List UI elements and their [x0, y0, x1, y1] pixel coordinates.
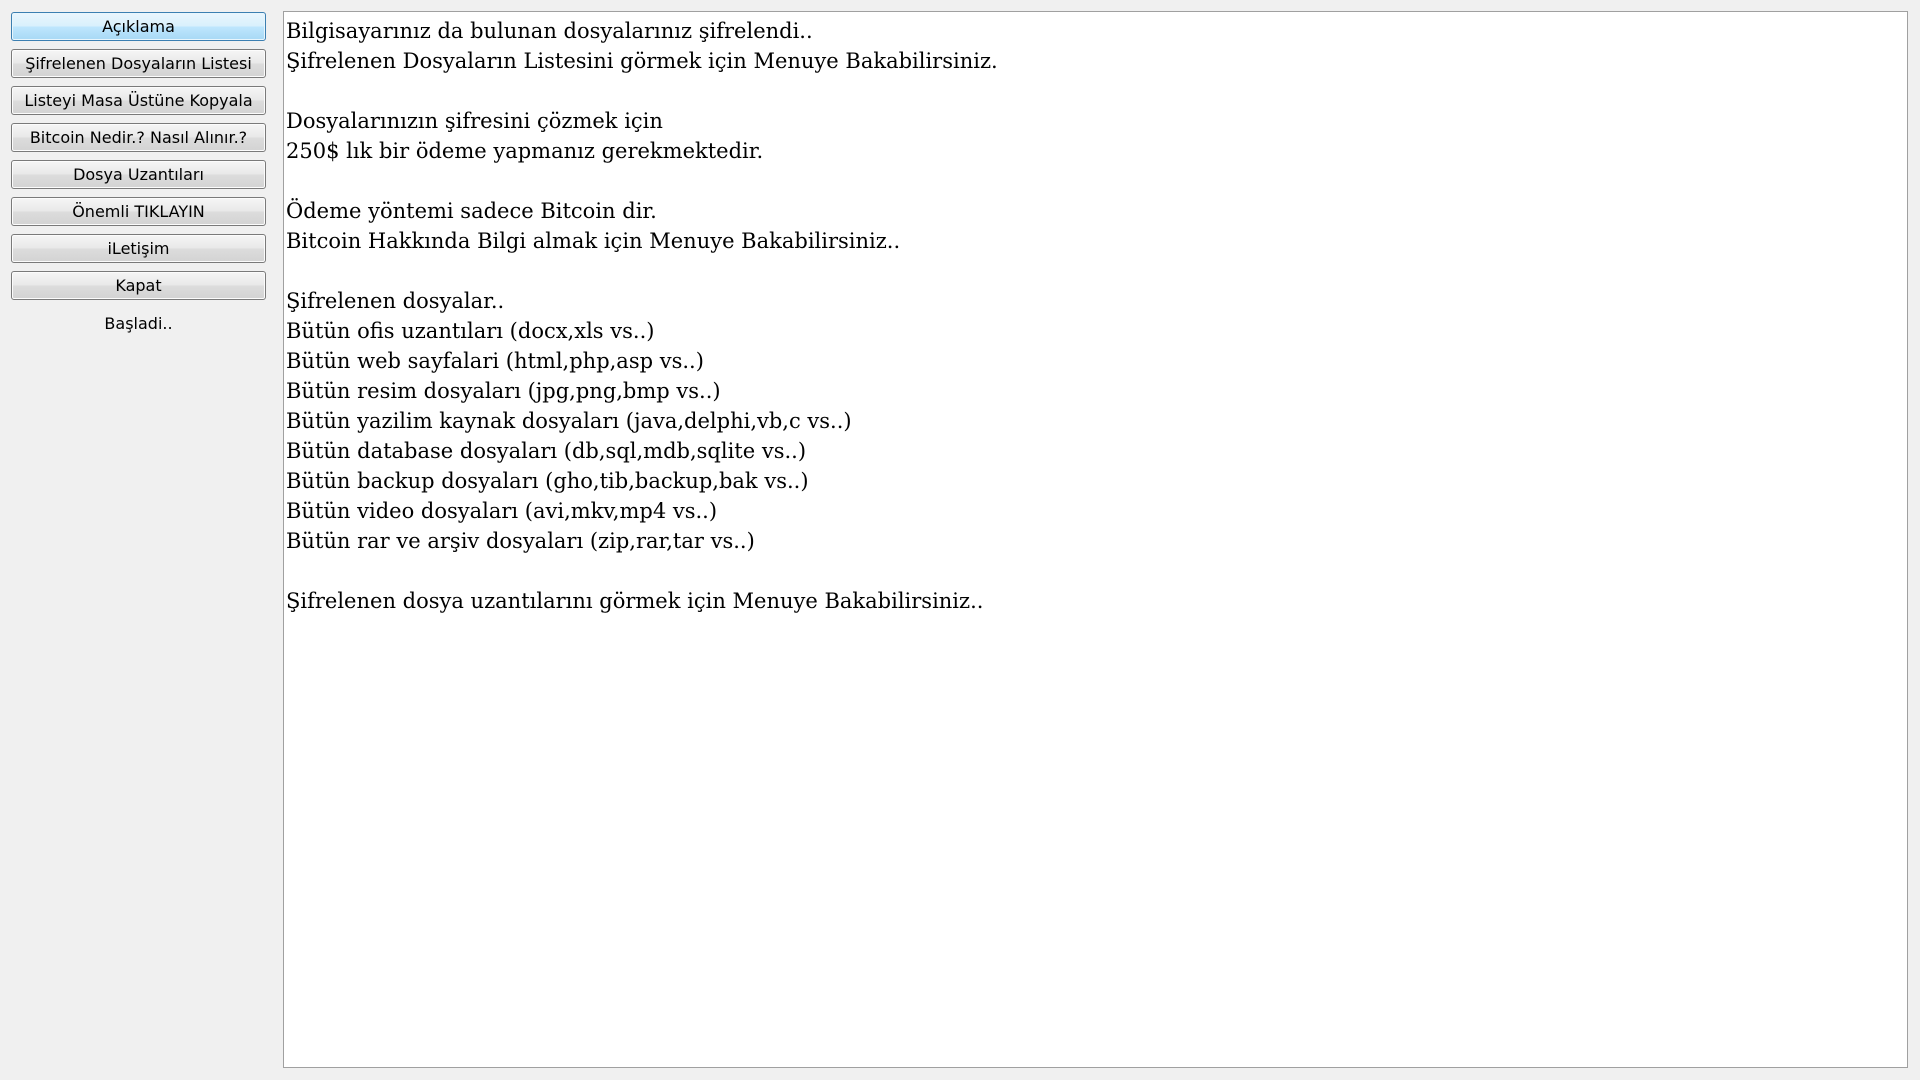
- status-label: Başladi..: [104, 314, 173, 333]
- message-line: Şifrelenen dosya uzantılarını görmek için Menuye Bakabilirsiniz..: [286, 589, 984, 613]
- message-line: Bütün database dosyaları (db,sql,mdb,sqlite vs..): [286, 439, 807, 463]
- message-line: Bütün web sayfalari (html,php,asp vs..): [286, 349, 704, 373]
- contact-button[interactable]: iLetişim: [11, 234, 266, 263]
- message-line: Bütün ofis uzantıları (docx,xls vs..): [286, 319, 655, 343]
- message-line: Bütün backup dosyaları (gho,tib,backup,bak vs..): [286, 469, 809, 493]
- message-line: Şifrelenen dosyalar..: [286, 289, 505, 313]
- sidebar-menu: [11, 12, 266, 333]
- copy-list-to-desktop-button[interactable]: Listeyi Masa Üstüne Kopyala: [11, 86, 266, 115]
- message-text-area[interactable]: [283, 11, 1908, 1068]
- message-line: Bilgisayarınız da bulunan dosyalarınız şifrelendi..: [286, 19, 813, 43]
- message-line: [286, 76, 1905, 106]
- important-click-button[interactable]: Önemli TIKLAYIN: [11, 197, 266, 226]
- message-line: Bütün rar ve arşiv dosyaları (zip,rar,tar vs..): [286, 529, 755, 553]
- message-line: [286, 556, 1905, 586]
- explanation-button[interactable]: Açıklama: [11, 12, 266, 41]
- message-line: Bitcoin Hakkında Bilgi almak için Menuye Bakabilirsiniz..: [286, 229, 901, 253]
- bitcoin-info-button[interactable]: Bitcoin Nedir.? Nasıl Alınır.?: [11, 123, 266, 152]
- message-line: [286, 166, 1905, 196]
- message-line: Dosyalarınızın şifresini çözmek için: [286, 109, 663, 133]
- message-line: 250$ lık bir ödeme yapmanız gerekmektedir.: [286, 139, 764, 163]
- close-button[interactable]: Kapat: [11, 271, 266, 300]
- message-line: Ödeme yöntemi sadece Bitcoin dir.: [286, 199, 657, 223]
- message-line: [286, 256, 1905, 286]
- file-extensions-button[interactable]: Dosya Uzantıları: [11, 160, 266, 189]
- message-line: Bütün resim dosyaları (jpg,png,bmp vs..): [286, 379, 721, 403]
- message-line: Şifrelenen Dosyaların Listesini görmek için Menuye Bakabilirsiniz.: [286, 49, 998, 73]
- message-line: Bütün yazilim kaynak dosyaları (java,delphi,vb,c vs..): [286, 409, 852, 433]
- message-line: Bütün video dosyaları (avi,mkv,mp4 vs..): [286, 499, 718, 523]
- encrypted-files-list-button[interactable]: Şifrelenen Dosyaların Listesi: [11, 49, 266, 78]
